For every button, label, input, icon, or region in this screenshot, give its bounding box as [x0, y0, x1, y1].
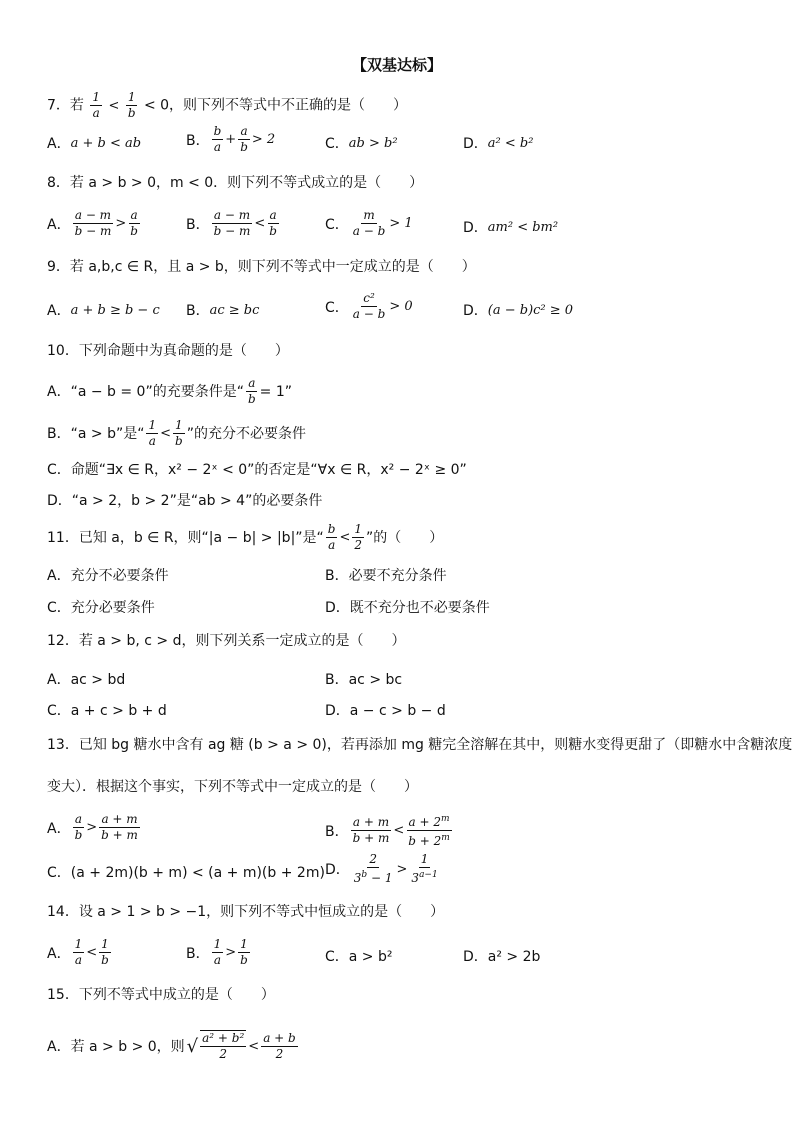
- q11-option-a: A．充分不必要条件: [47, 568, 169, 584]
- q7-cond: < 0，则下列不等式中不正确的是（ ）: [143, 97, 408, 114]
- q13-option-d: D． $\frac{2}{3^b - 1}$ > $\frac{1}{3^{a-1}}$: [325, 852, 438, 885]
- q11-option-b: B．必要不充分条件: [325, 568, 447, 584]
- q9-option-d: D． (a − b)c² ≥ 0: [463, 302, 574, 319]
- q10-option-c: C．命题“∃x ∈ R，x² − 2ˣ < 0”的否定是“∀x ∈ R，x² − 2ˣ ≥ 0”: [47, 462, 467, 478]
- q10-option-d: D．“a > 2，b > 2”是“ab > 4”的必要条件: [47, 493, 323, 509]
- q8-option-c: C． $\frac{m}{a - b}$ > 1: [325, 208, 413, 238]
- q12-option-a: A．ac > bd: [47, 672, 126, 688]
- q12-option-c: C．a + c > b + d: [47, 703, 167, 719]
- q11-option-d: D．既不充分也不必要条件: [325, 600, 490, 616]
- q12-option-d: D．a − c > b − d: [325, 703, 446, 719]
- q7-option-c: C． ab > b²: [325, 135, 398, 152]
- question-9: 9．若 a,b,c ∈ R，且 a > b，则下列不等式中一定成立的是（ ）: [47, 259, 476, 275]
- q8-option-a: A． $\frac{a - m}{b - m}$ > $\frac{a}{b}$: [47, 208, 138, 238]
- q8-option-b: B． $\frac{a - m}{b - m}$ < $\frac{a}{b}$: [186, 208, 277, 238]
- section-title: 【双基达标】: [351, 56, 442, 74]
- q12-option-b: B．ac > bc: [325, 672, 403, 688]
- q9-option-b: B． ac ≥ bc: [186, 302, 260, 319]
- question-12: 12．若 a > b, c > d，则下列关系一定成立的是（ ）: [47, 633, 406, 649]
- q14-option-a: A． $\frac{1}{a}$ < $\frac{1}{b}$: [47, 937, 109, 967]
- q7-option-d: D． a² < b²: [463, 135, 534, 152]
- q14-option-d: D．a² > 2b: [463, 949, 541, 965]
- q10-option-a: A．“a − b = 0”的充要条件是“ $\frac{a}{b}$ = 1”: [47, 376, 293, 406]
- q7-option-b: B． $\frac{b}{a}$ + $\frac{a}{b}$ > 2: [186, 124, 276, 154]
- question-13: 13．已知 bg 糖水中含有 ag 糖 (b > a > 0)，若再添加 mg 糖完全溶解在其中，则糖水变得更甜了（即糖水中含糖浓度: [47, 737, 793, 753]
- q10-option-b: B．“a > b”是“ $\frac{1}{a}$ < $\frac{1}{b}$ ”的充分不必要条件: [47, 418, 306, 448]
- q9-option-a: A． a + b ≥ b − c: [47, 302, 160, 319]
- question-14: 14．设 a > 1 > b > −1，则下列不等式中恒成立的是（ ）: [47, 904, 445, 920]
- question-13-cont: 变大）．根据这个事实，下列不等式中一定成立的是（ ）: [47, 779, 418, 795]
- q13-option-a: A． $\frac{a}{b}$ > $\frac{a + m}{b + m}$: [47, 812, 138, 842]
- q15-option-a: A．若 a > b > 0，则 √ $\frac{\text{a² + b²}}{2}$ < $\frac{a + b}{2}$: [47, 1030, 296, 1061]
- q14-option-b: B． $\frac{1}{a}$ > $\frac{1}{b}$: [186, 937, 248, 967]
- q11-option-c: C．充分必要条件: [47, 600, 155, 616]
- q7-stem: 7．若: [47, 97, 84, 114]
- question-10: 10．下列命题中为真命题的是（ ）: [47, 343, 289, 359]
- q8-option-d: D． am² < bm²: [463, 219, 559, 236]
- question-7: 7．若 $\frac{1}{a}$ < $\frac{1}{b}$ < 0，则下列不等式中不正确的是（ ）: [47, 90, 408, 120]
- question-15: 15．下列不等式中成立的是（ ）: [47, 987, 275, 1003]
- q7-option-a: A． a + b < ab: [47, 135, 142, 152]
- question-11: 11．已知 a，b ∈ R，则“|a − b| > |b|”是“ $\frac{b}{a}$ < $\frac{1}{2}$ ”的（ ）: [47, 522, 444, 552]
- q14-option-c: C．a > b²: [325, 949, 393, 965]
- question-8: 8．若 a > b > 0，m < 0．则下列不等式成立的是（ ）: [47, 175, 424, 191]
- q13-option-b: B． $\frac{a + m}{b + m}$ < $\frac{a + 2^m}{b + 2^m}$: [325, 814, 450, 848]
- q9-option-c: C． $\frac{\text{c²}}{a - b}$ > 0: [325, 291, 413, 321]
- q13-option-c: C．(a + 2m)(b + m) < (a + m)(b + 2m): [47, 865, 325, 881]
